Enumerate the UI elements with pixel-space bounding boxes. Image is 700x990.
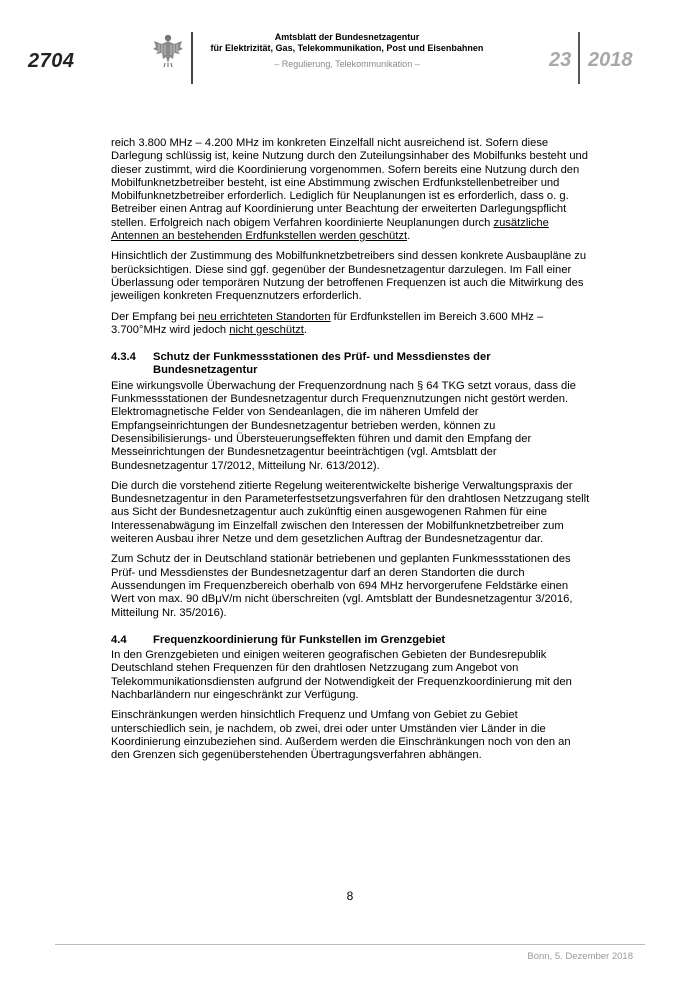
issue-year: 2018 (588, 49, 633, 71)
main-content (111, 137, 592, 769)
text-run: reich 3.800 MHz – 4.200 MHz im konkreten Einzelfall nicht ausreichend ist. Sofern diese Darlegung schlüssig ist, keine Nutzung durch den Zuteilungsinhaber des Mobilfunks besteht und dieser zustimmt, wird die Koordinierung vorgenommen. Sofern bereits eine Nutzung durch den Mobilfunknetzbetreiber besteht, ist eine Abstimmung zwischen Erdfunkstellenbetreiber und Mobilfunknetzbetreiber erforderlich. Lediglich für Neuplanungen ist es erforderlich, dass o. g. Betreiber einen Antrag auf Koordinierung unter Beachtung der erweiterten Darlegungspflicht stellen. Erfolgreich nach obigem Verfahren koordinierte Neuplanungen durch (111, 137, 588, 229)
section-title: Frequenzkoordinierung für Funkstellen im Grenzgebiet (153, 633, 446, 646)
section-heading-4-4 (111, 634, 592, 647)
section-number: 4.3.4 (111, 351, 136, 364)
paragraph: Eine wirkungsvolle Überwachung der Frequenzordnung nach § 64 TKG setzt voraus, dass die Funkmessstationen der Bundesnetzagentur durch Frequenznutzungen nicht gestört werden. Elektromagnetische Felder von Sendeanlagen, die im näheren Umfeld der Empfangseinrichtungen der Bundesnetzagentur betrieben werden, können zu Desensibilisierungs- und Übersteuerungseffekten führen und damit den Empfang der Messeinrichtungen der Bundesnetzagentur beeinträchtigen (vgl. Amtsblatt der Bundesnetzagentur 17/2012, Mitteilung Nr. 613/2012). (111, 379, 576, 472)
paragraph (111, 311, 592, 338)
paragraph: Hinsichtlich der Zustimmung des Mobilfunknetzbetreibers sind dessen konkrete Ausbaupläne zu berücksichtigen. Diese sind ggf. gegenüber der Bundesnetzagentur darzulegen. Im Fall einer Überlassung oder temporären Nutzung der betroffenen Frequenzen ist auch die Mitwirkung des jeweiligen konkreten Frequenznutzers erforderlich. (111, 250, 587, 303)
paragraph: In den Grenzgebieten und einigen weiteren geografischen Gebieten der Bundesrepublik Deutschland stehen Frequenzen für den drahtlosen Netzzugang zum Angebot von Telekommunikationsdiensten aufgrund der Notwendigkeit der Frequenzkoordinierung mit den Nachbarländern nur eingeschränkt zur Verfügung. (111, 649, 572, 701)
paragraph: Zum Schutz der in Deutschland stationär betriebenen und geplanten Funkmessstationen des Prüf- und Messdienstes der Bundesnetzagentur darf an deren Standorten die durch Aussendungen im Frequenzbereich oberhalb von 694 MHz hervorgerufene Feldstärke einen Wert von max. 90 dBμV/m nicht überschreiten (vgl. Amtsblatt der Bundesnetzagentur 3/2016, Mitteilung Nr. 35/2016). (111, 553, 573, 619)
journal-page-number: 2704 (28, 50, 75, 72)
text-run: Der Empfang bei (111, 310, 199, 323)
text-run: . (407, 230, 411, 243)
section-number: 4.4 (111, 633, 127, 646)
federal-eagle-icon (150, 32, 186, 68)
underlined-text: neu errichteten Standorten (198, 310, 331, 323)
footer-date: Bonn, 5. Dezember 2018 (527, 951, 633, 962)
paragraph: Einschränkungen werden hinsichtlich Frequenz und Umfang von Gebiet zu Gebiet unterschiedlich sein, je nachdem, ob zwei, drei oder unter Umständen vier Länder in die Koordinierung einzubeziehen sind. Außerdem werden die Einschränkungen noch von den an den Grenzen sich gegenüberstehenden Übertragungsverfahren abhängen. (111, 709, 571, 762)
footer-page-number: 8 (346, 889, 354, 903)
section-label: – Regulierung, Telekommunikation – (274, 59, 420, 69)
underlined-text: zusätzliche Antennen an bestehenden Erdfunkstellen werden geschützt (111, 216, 549, 243)
section-title: Schutz der Funkmessstationen des Prüf- und Messdienstes der Bundesnetzagentur (153, 351, 491, 377)
issue-number: 23 (549, 49, 572, 71)
header-divider (191, 32, 193, 84)
text-run: für Erdfunkstellen im Bereich 3.600 MHz – 3.700°MHz wird jedoch (111, 310, 544, 336)
paragraph (111, 137, 592, 243)
section-heading-4-3-4 (111, 351, 592, 378)
journal-title: Amtsblatt der Bundesnetzagentur (274, 32, 420, 42)
text-run: . (303, 323, 308, 336)
issue-divider (578, 32, 580, 84)
footer-divider (55, 944, 645, 945)
underlined-text: nicht geschützt (229, 323, 304, 336)
paragraph: Die durch die vorstehend zitierte Regelung weiterentwickelte bisherige Verwaltungspraxis der Bundesnetzagentur in den Parameterfestsetzungsverfahren für den drahtlosen Netzzugang stellt aus Sicht der Bundesnetzagentur auch zukünftig einen ausgewogenen Rahmen für eine Interessenabwägung im Einzelfall zwischen den Interessen der Mobilfunknetzbetreiber zum weiteren Ausbau ihrer Netze und dem gesetzlichen Auftrag der Bundesnetzagentur dar. (111, 479, 590, 546)
journal-subtitle: für Elektrizität, Gas, Telekommunikation, Post und Eisenbahnen (210, 43, 484, 53)
